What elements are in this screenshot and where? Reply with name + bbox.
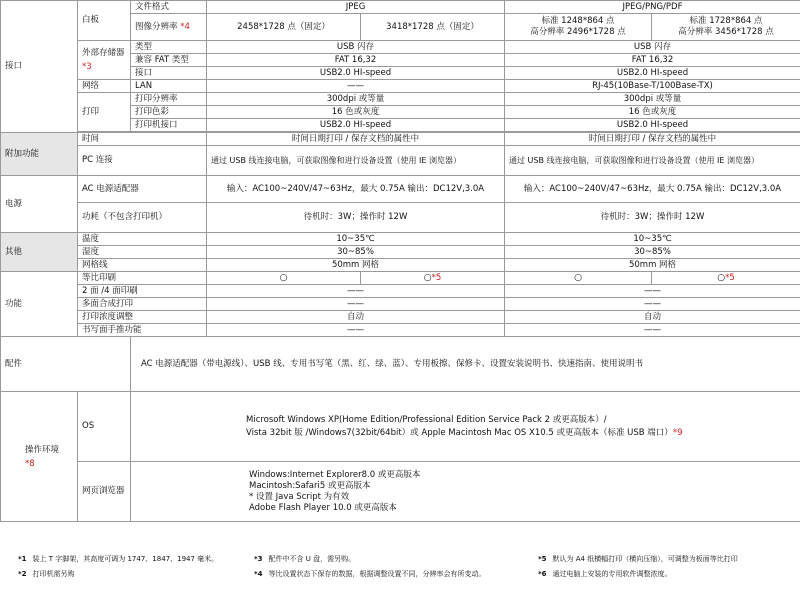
storage-type-left: USB 闪存 <box>207 41 505 54</box>
density-right: 自动 <box>505 311 800 324</box>
footnote-mark-3: *3 <box>82 62 92 72</box>
lan-label: LAN <box>131 80 207 93</box>
image-resolution-label: 图像分辨率 *4 <box>131 14 207 41</box>
equal-print-b: ○*5 <box>361 272 505 285</box>
lan-right: RJ-45(10Base-T/100Base-TX) <box>505 80 800 93</box>
accessories-text: AC 电源适配器（带电源线）、USB 线、专用书写笔（黑、红、绿、蓝）、专用板擦、保修卡、设置安装说明书、快速指南、使用说明书 <box>131 337 800 392</box>
footnote-1: *1 装上 T 字脚架，其高度可调为 1747、1847、1947 毫米。 <box>18 555 219 563</box>
print-label: 打印 <box>78 93 131 132</box>
power-consumption-left: 待机时：3W；操作时 12W <box>207 203 505 233</box>
section-function: 功能 <box>1 272 78 337</box>
section-accessories: 配件 <box>1 337 131 392</box>
network-label: 网络 <box>78 80 131 93</box>
whiteboard-label: 白板 <box>78 1 131 41</box>
handwrite-right: —— <box>505 324 800 337</box>
pc-connection-label: PC 连接 <box>78 146 207 176</box>
printer-port-right: USB2.0 HI-speed <box>505 119 800 132</box>
footnote-2: *2 打印机需另购 <box>18 570 75 578</box>
two-four-print-label: 2 面 /4 面印刷 <box>78 285 207 298</box>
footnote-6: *6 通过电脑上安装的专用软件调整浓度。 <box>538 570 672 578</box>
equal-print-c: ○ <box>505 272 652 285</box>
footnote-mark-5: *5 <box>431 272 442 283</box>
fat-type-right: FAT 16,32 <box>505 54 800 67</box>
time-right: 时间日期打印 / 保存文档的属性中 <box>505 133 800 146</box>
pc-connection-left: 通过 USB 线连接电脑，可获取图像和进行设备设置（使用 IE 浏览器） <box>207 146 505 176</box>
humidity-right: 30~85% <box>505 246 800 259</box>
grid-line-label: 网格线 <box>78 259 207 272</box>
footnote-mark-9: *9 <box>672 427 683 438</box>
print-resolution-label: 打印分辨率 <box>131 93 207 106</box>
time-left: 时间日期打印 / 保存文档的属性中 <box>207 133 505 146</box>
footnote-5: *5 默认为 A4 纸横幅打印（横向压缩），可调整为板面等比打印 <box>538 555 738 563</box>
two-four-print-left: —— <box>207 285 505 298</box>
humidity-left: 30~85% <box>207 246 505 259</box>
print-color-label: 打印色彩 <box>131 106 207 119</box>
grid-line-left: 50mm 网格 <box>207 259 505 272</box>
resolution-b: 3418*1728 点（固定） <box>361 14 505 41</box>
print-resolution-right: 300dpi 或等量 <box>505 93 800 106</box>
handwrite-left: —— <box>207 324 505 337</box>
pc-connection-right: 通过 USB 线连接电脑，可获取图像和进行设备设置（使用 IE 浏览器） <box>505 146 800 176</box>
footnote-4: *4 等比设置状态下保存的数据，根据调整设置不同，分辨率会有所变动。 <box>254 570 486 578</box>
resolution-a: 2458*1728 点（固定） <box>207 14 361 41</box>
print-color-left: 16 色或灰度 <box>207 106 505 119</box>
section-environment: 操作环境 *8 <box>1 392 78 522</box>
resolution-c: 标准 1248*864 点 高分辨率 2496*1728 点 <box>505 14 652 41</box>
section-additional: 附加功能 <box>1 133 78 176</box>
equal-print-d: ○*5 <box>652 272 800 285</box>
print-resolution-left: 300dpi 或等量 <box>207 93 505 106</box>
fat-type-left: FAT 16,32 <box>207 54 505 67</box>
storage-port-right: USB2.0 HI-speed <box>505 67 800 80</box>
web-browser-text: Windows:Internet Explorer8.0 或更高版本 Macintosh:Safari5 或更高版本 * 设置 Java Script 为有效 Adobe Flash Player 10.0 或更高版本 <box>131 462 800 522</box>
two-four-print-right: —— <box>505 285 800 298</box>
web-browser-label: 网页浏览器 <box>78 462 131 522</box>
storage-port-label: 接口 <box>131 67 207 80</box>
temperature-left: 10~35℃ <box>207 233 505 246</box>
section-other: 其他 <box>1 233 78 272</box>
temperature-label: 温度 <box>78 233 207 246</box>
temperature-right: 10~35℃ <box>505 233 800 246</box>
multi-print-left: —— <box>207 298 505 311</box>
equal-print-label: 等比印刷 <box>78 272 207 285</box>
storage-port-left: USB2.0 HI-speed <box>207 67 505 80</box>
multi-print-label: 多面合成打印 <box>78 298 207 311</box>
os-text: Microsoft Windows XP(Home Edition/Professional Edition Service Pack 2 或更高版本）/ Vista 32bit 版 /Windows7(32bit/64bit）或 Apple Macintosh Mac OS X10.5 或更高版本（标准 USB 端口）*9 <box>131 392 800 462</box>
density-left: 自动 <box>207 311 505 324</box>
file-format-label: 文件格式 <box>131 1 207 14</box>
grid-line-right: 50mm 网格 <box>505 259 800 272</box>
section-power: 电源 <box>1 176 78 233</box>
print-color-right: 16 色或灰度 <box>505 106 800 119</box>
footnote-mark-8: *8 <box>25 458 35 469</box>
footnote-mark-4: *4 <box>180 21 190 32</box>
os-label: OS <box>78 392 131 462</box>
storage-type-right: USB 闪存 <box>505 41 800 54</box>
storage-type-label: 类型 <box>131 41 207 54</box>
lan-left: —— <box>207 80 505 93</box>
footnote-3: *3 配件中不含 U 盘，需另购。 <box>254 555 356 563</box>
printer-port-label: 打印机接口 <box>131 119 207 132</box>
humidity-label: 湿度 <box>78 246 207 259</box>
footnote-mark-5b: *5 <box>725 272 735 283</box>
file-format-jpeg-png-pdf: JPEG/PNG/PDF <box>505 1 800 14</box>
resolution-d: 标准 1728*864 点 高分辨率 3456*1728 点 <box>652 14 800 41</box>
file-format-jpeg: JPEG <box>207 1 505 14</box>
printer-port-left: USB2.0 HI-speed <box>207 119 505 132</box>
ac-adapter-left: 输入：AC100~240V/47~63Hz，最大 0.75A 输出：DC12V,3.0A <box>207 176 505 203</box>
density-label: 打印浓度调整 <box>78 311 207 324</box>
handwrite-label: 书写面手推功能 <box>78 324 207 337</box>
multi-print-right: —— <box>505 298 800 311</box>
equal-print-a: ○ <box>207 272 361 285</box>
power-consumption-label: 功耗（不包含打印机） <box>78 203 207 233</box>
ac-adapter-right: 输入：AC100~240V/47~63Hz，最大 0.75A 输出：DC12V,3.0A <box>505 176 800 203</box>
power-consumption-right: 待机时：3W；操作时 12W <box>505 203 800 233</box>
fat-type-label: 兼容 FAT 类型 <box>131 54 207 67</box>
ac-adapter-label: AC 电源适配器 <box>78 176 207 203</box>
storage-label: 外部存储器*3 <box>78 41 131 80</box>
time-label: 时间 <box>78 133 207 146</box>
section-interface: 接口 <box>1 1 78 133</box>
